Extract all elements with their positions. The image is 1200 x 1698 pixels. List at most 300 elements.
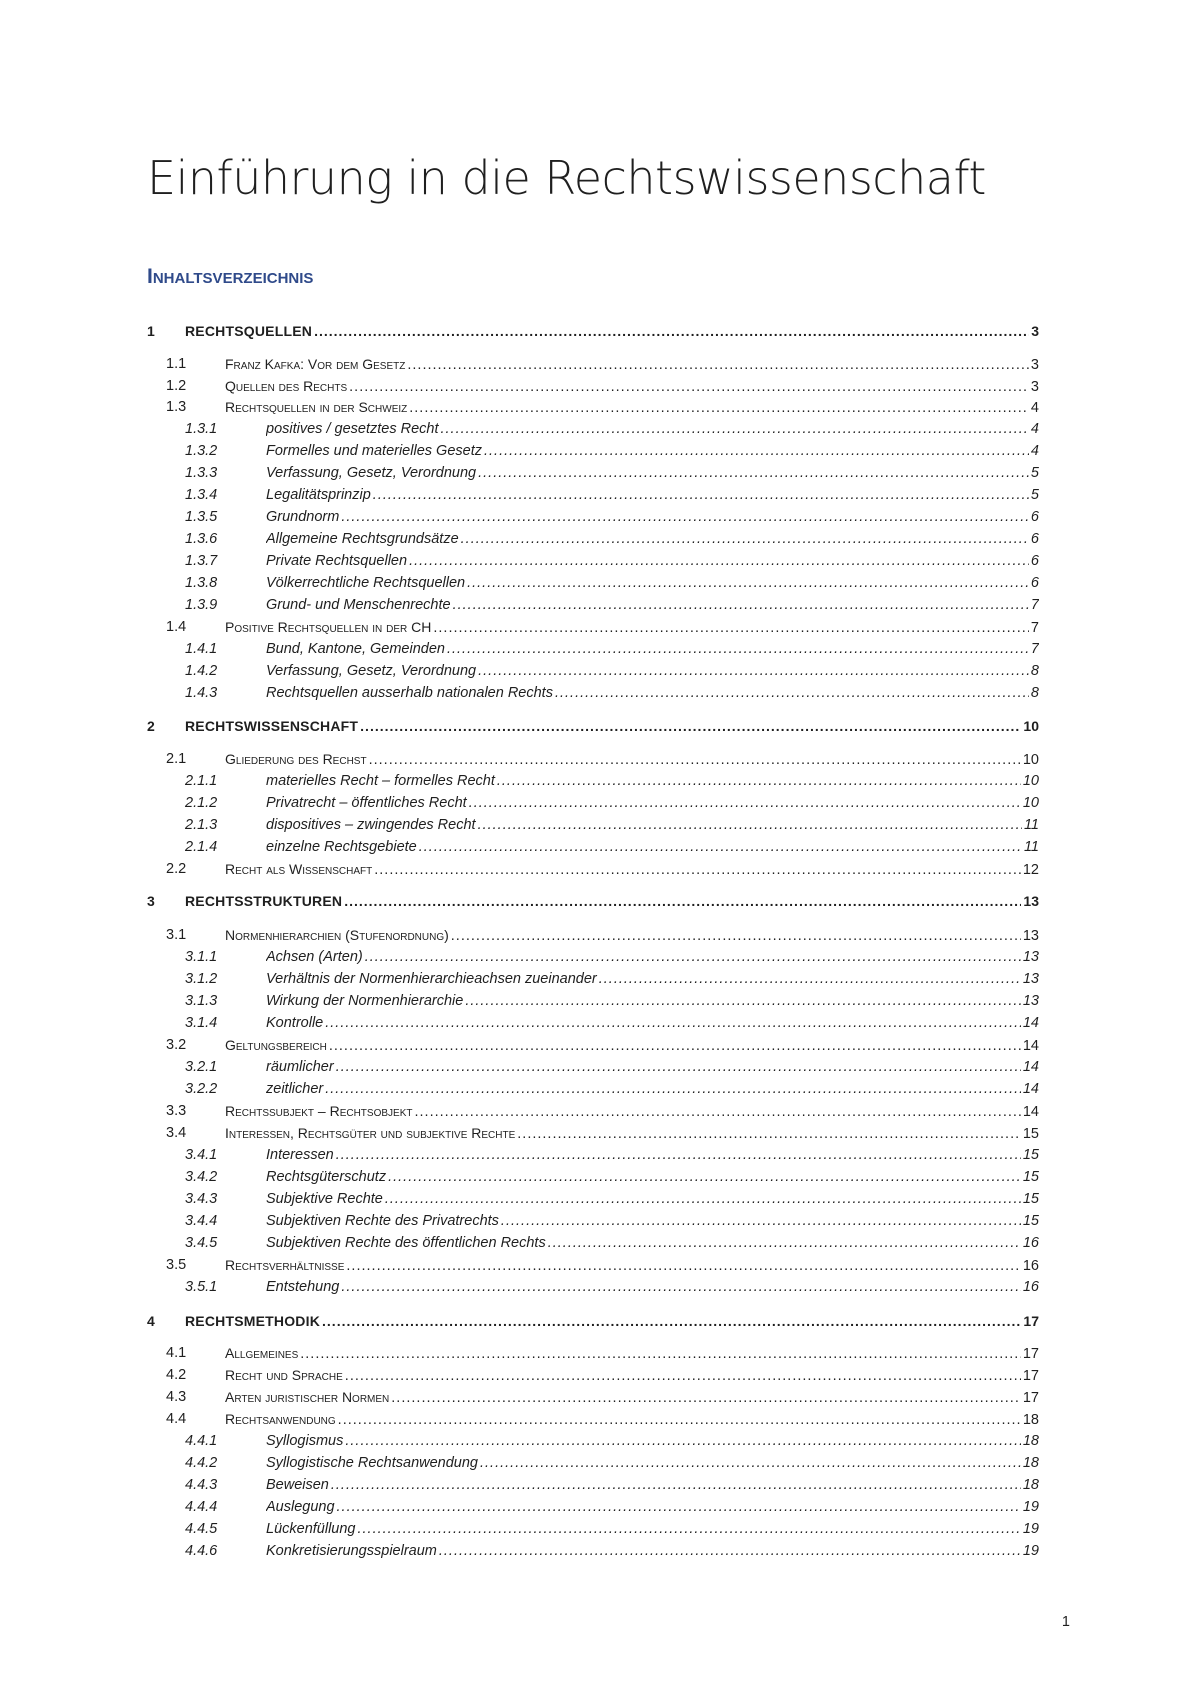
toc-entry-label[interactable]: Auslegung bbox=[266, 1499, 335, 1515]
toc-dot-leader bbox=[497, 770, 1021, 792]
toc-entry-label[interactable]: Interessen bbox=[266, 1147, 334, 1163]
toc-dot-leader bbox=[440, 418, 1028, 440]
toc-dot-leader bbox=[478, 660, 1029, 682]
toc-entry-page: 15 bbox=[1022, 1169, 1039, 1185]
toc-dot-leader bbox=[369, 749, 1021, 771]
toc-entry-page: 11 bbox=[1023, 839, 1039, 855]
toc-entry-label[interactable]: Syllogismus bbox=[266, 1433, 344, 1449]
toc-dot-leader bbox=[314, 320, 1029, 342]
toc-entry[interactable] bbox=[0, 1496, 1200, 1518]
toc-entry-label[interactable]: Rechtsverhältnisse bbox=[225, 1257, 345, 1273]
toc-dot-leader bbox=[341, 506, 1029, 528]
toc-entry-page: 6 bbox=[1030, 531, 1039, 547]
toc-entry-page: 16 bbox=[1022, 1279, 1039, 1295]
toc-entry[interactable] bbox=[0, 1012, 1200, 1034]
toc-entry[interactable] bbox=[0, 946, 1200, 968]
toc-entry-number: 1.3.3 bbox=[185, 465, 218, 481]
toc-entry-page: 4 bbox=[1030, 421, 1039, 437]
toc-entry-label[interactable]: Verfassung, Gesetz, Verordnung bbox=[266, 663, 477, 679]
toc-entry-number: 3.5 bbox=[166, 1257, 187, 1273]
toc-entry[interactable] bbox=[0, 1430, 1200, 1452]
toc-entry-number: 3.2.2 bbox=[185, 1081, 218, 1097]
toc-entry-line bbox=[266, 484, 1039, 506]
toc-entry[interactable] bbox=[0, 550, 1200, 572]
toc-entry[interactable] bbox=[0, 1210, 1200, 1232]
toc-entry-line bbox=[225, 858, 1039, 881]
toc-entry-page: 15 bbox=[1022, 1126, 1039, 1142]
toc-entry[interactable] bbox=[0, 1408, 1200, 1430]
toc-entry-line bbox=[225, 1034, 1039, 1057]
toc-entry-page: 10 bbox=[1023, 718, 1039, 734]
toc-entry-page: 8 bbox=[1030, 663, 1039, 679]
toc-entry-number: 4.4.6 bbox=[185, 1543, 218, 1559]
toc-entry-line bbox=[266, 682, 1039, 704]
toc-entry-line bbox=[266, 1210, 1039, 1232]
toc-entry[interactable] bbox=[0, 814, 1200, 836]
toc-entry-label[interactable]: Verfassung, Gesetz, Verordnung bbox=[266, 465, 477, 481]
toc-entry[interactable] bbox=[0, 1232, 1200, 1254]
toc-entry-number: 3.4.2 bbox=[185, 1169, 218, 1185]
toc-entry-line bbox=[266, 1188, 1039, 1210]
toc-entry-number: 1.3.8 bbox=[185, 575, 218, 591]
toc-entry-line bbox=[225, 1408, 1039, 1431]
toc-dot-leader bbox=[336, 1144, 1021, 1166]
toc-entry-number: 4.2 bbox=[166, 1367, 187, 1383]
toc-entry-line bbox=[266, 462, 1039, 484]
toc-entry-page: 6 bbox=[1030, 575, 1039, 591]
toc-entry-label[interactable]: Grundnorm bbox=[266, 509, 340, 525]
toc-entry-label[interactable]: Positive Rechtsquellen in der CH bbox=[225, 619, 432, 635]
toc-entry-number: 4.4.2 bbox=[185, 1455, 218, 1471]
toc-dot-leader bbox=[465, 990, 1021, 1012]
toc-entry-label[interactable]: Völkerrechtliche Rechtsquellen bbox=[266, 575, 466, 591]
toc-dot-leader bbox=[345, 1430, 1021, 1452]
toc-dot-leader bbox=[346, 1255, 1020, 1277]
toc-entry-label[interactable]: Rechtsgüterschutz bbox=[266, 1169, 387, 1185]
toc-dot-leader bbox=[349, 376, 1029, 398]
toc-entry-page: 5 bbox=[1030, 465, 1039, 481]
toc-entry-page: 6 bbox=[1030, 509, 1039, 525]
toc-dot-leader bbox=[501, 1210, 1021, 1232]
toc-entry-number: 1.3.9 bbox=[185, 597, 218, 613]
toc-dot-leader bbox=[365, 946, 1021, 968]
toc-entry-number: 1.3.2 bbox=[185, 443, 218, 459]
toc-entry-line bbox=[266, 1012, 1039, 1034]
toc-entry-line bbox=[266, 946, 1039, 968]
toc-dot-leader bbox=[461, 528, 1029, 550]
toc-dot-leader bbox=[478, 462, 1029, 484]
toc-entry-number: 1.4.3 bbox=[185, 685, 218, 701]
toc-entry-number: 2.1.4 bbox=[185, 839, 218, 855]
toc-entry-number: 1.3.5 bbox=[185, 509, 218, 525]
toc-entry-label[interactable]: Rechtsanwendung bbox=[225, 1411, 336, 1427]
toc-entry-line bbox=[266, 418, 1039, 440]
toc-dot-leader bbox=[385, 1188, 1021, 1210]
toc-entry-label[interactable]: Geltungsbereich bbox=[225, 1037, 327, 1053]
toc-dot-leader bbox=[325, 1078, 1021, 1100]
toc-entry-label[interactable]: Lückenfüllung bbox=[266, 1521, 356, 1537]
toc-entry[interactable] bbox=[0, 890, 1200, 912]
toc-entry-number: 3.2 bbox=[166, 1037, 187, 1053]
toc-entry-page: 4 bbox=[1030, 400, 1039, 416]
toc-dot-leader bbox=[338, 1409, 1021, 1431]
toc-entry-label[interactable]: Subjektiven Rechte des Privatrechts bbox=[266, 1213, 499, 1229]
toc-dot-leader bbox=[447, 638, 1029, 660]
toc-dot-leader bbox=[345, 1365, 1021, 1387]
toc-entry-label[interactable]: Subjektive Rechte bbox=[266, 1191, 383, 1207]
toc-entry-line bbox=[225, 1364, 1039, 1387]
toc-entry-line bbox=[185, 1310, 1039, 1332]
toc-entry[interactable] bbox=[0, 748, 1200, 770]
toc-entry[interactable] bbox=[0, 1122, 1200, 1144]
toc-entry-page: 17 bbox=[1022, 1390, 1039, 1406]
toc-dot-leader bbox=[374, 859, 1021, 881]
toc-entry-number: 2.1 bbox=[166, 751, 187, 767]
toc-entry-line bbox=[266, 528, 1039, 550]
toc-entry-number: 3.3 bbox=[166, 1103, 187, 1119]
toc-entry-page: 17 bbox=[1023, 1313, 1039, 1329]
toc-entry-page: 17 bbox=[1022, 1346, 1039, 1362]
toc-entry-number: 3.1.3 bbox=[185, 993, 218, 1009]
toc-entry-label[interactable]: Grund- und Menschenrechte bbox=[266, 597, 451, 613]
toc-dot-leader bbox=[453, 594, 1029, 616]
toc-entry[interactable] bbox=[0, 572, 1200, 594]
toc-dot-leader bbox=[433, 617, 1029, 639]
toc-dot-leader bbox=[517, 1123, 1021, 1145]
toc-entry-label[interactable]: Legalitätsprinzip bbox=[266, 487, 371, 503]
toc-entry-line bbox=[266, 1452, 1039, 1474]
toc-entry-page: 14 bbox=[1022, 1015, 1039, 1031]
toc-entry[interactable] bbox=[0, 1144, 1200, 1166]
toc-entry[interactable] bbox=[0, 1034, 1200, 1056]
toc-entry-line bbox=[225, 1386, 1039, 1409]
toc-entry-label[interactable]: Subjektiven Rechte des öffentlichen Rechts bbox=[266, 1235, 546, 1251]
toc-entry-label[interactable]: Allgemeines bbox=[225, 1345, 299, 1361]
toc-entry-line bbox=[266, 836, 1039, 858]
toc-entry-number: 3.1 bbox=[166, 927, 187, 943]
toc-entry-page: 15 bbox=[1022, 1213, 1039, 1229]
toc-entry-line bbox=[185, 890, 1039, 912]
toc-entry-page: 3 bbox=[1030, 357, 1039, 373]
toc-entry[interactable] bbox=[0, 1188, 1200, 1210]
toc-entry[interactable] bbox=[0, 1078, 1200, 1100]
toc-entry-label[interactable]: Wirkung der Normenhierarchie bbox=[266, 993, 464, 1009]
toc-entry-page: 14 bbox=[1022, 1104, 1039, 1120]
toc-entry-line bbox=[266, 1276, 1039, 1298]
toc-entry-page: 12 bbox=[1022, 862, 1039, 878]
toc-entry-number: 3.1.4 bbox=[185, 1015, 218, 1031]
toc-entry-label[interactable]: RECHTSWISSENSCHAFT bbox=[185, 718, 359, 734]
page-number: 1 bbox=[1061, 1614, 1070, 1630]
toc-entry-line bbox=[266, 550, 1039, 572]
toc-entry-page: 14 bbox=[1022, 1038, 1039, 1054]
toc-entry-line bbox=[266, 572, 1039, 594]
toc-dot-leader bbox=[391, 1387, 1021, 1409]
toc-entry-line bbox=[266, 1474, 1039, 1496]
toc-entry-number: 4.4.5 bbox=[185, 1521, 218, 1537]
toc-entry[interactable] bbox=[0, 1540, 1200, 1562]
toc-entry-page: 19 bbox=[1022, 1521, 1039, 1537]
toc-entry[interactable] bbox=[0, 528, 1200, 550]
toc-dot-leader bbox=[414, 1101, 1020, 1123]
toc-entry-page: 18 bbox=[1022, 1455, 1039, 1471]
toc-entry[interactable] bbox=[0, 320, 1200, 342]
toc-entry-line bbox=[225, 616, 1039, 639]
toc-dot-leader bbox=[322, 1310, 1021, 1332]
toc-entry-page: 13 bbox=[1022, 949, 1039, 965]
toc-entry[interactable] bbox=[0, 1276, 1200, 1298]
toc-dot-leader bbox=[480, 1452, 1021, 1474]
toc-entry[interactable] bbox=[0, 836, 1200, 858]
toc-entry-label[interactable]: einzelne Rechtsgebiete bbox=[266, 839, 417, 855]
toc-entry-number: 2.1.2 bbox=[185, 795, 218, 811]
toc-entry[interactable] bbox=[0, 1342, 1200, 1364]
toc-entry-label[interactable]: Verhältnis der Normenhierarchieachsen zueinander bbox=[266, 971, 597, 987]
toc-entry-line bbox=[225, 1342, 1039, 1365]
toc-entry-label[interactable]: Rechtsquellen ausserhalb nationalen Rechts bbox=[266, 685, 553, 701]
toc-entry-page: 4 bbox=[1030, 443, 1039, 459]
toc-dot-leader bbox=[599, 968, 1021, 990]
toc-entry-line bbox=[266, 1518, 1039, 1540]
toc-entry-number: 1 bbox=[147, 323, 155, 339]
toc-entry-number: 3.4.5 bbox=[185, 1235, 218, 1251]
toc-entry-line bbox=[225, 375, 1039, 398]
toc-entry-page: 6 bbox=[1030, 553, 1039, 569]
toc-entry-line bbox=[266, 506, 1039, 528]
toc-dot-leader bbox=[548, 1232, 1021, 1254]
toc-entry-line bbox=[266, 440, 1039, 462]
toc-entry-label[interactable]: Private Rechtsquellen bbox=[266, 553, 408, 569]
toc-entry-number: 2 bbox=[147, 718, 155, 734]
toc-entry-label[interactable]: Arten juristischer Normen bbox=[225, 1389, 390, 1405]
toc-entry-number: 2.2 bbox=[166, 861, 187, 877]
toc-entry-label[interactable]: Privatrecht – öffentliches Recht bbox=[266, 795, 467, 811]
toc-dot-leader bbox=[360, 715, 1021, 737]
toc-entry-number: 2.1.1 bbox=[185, 773, 218, 789]
toc-entry[interactable] bbox=[0, 682, 1200, 704]
toc-entry[interactable] bbox=[0, 1518, 1200, 1540]
toc-entry-number: 1.3.7 bbox=[185, 553, 218, 569]
toc-dot-leader bbox=[329, 1035, 1021, 1057]
toc-dot-leader bbox=[337, 1496, 1021, 1518]
toc-entry-label[interactable]: Recht als Wissenschaft bbox=[225, 861, 373, 877]
toc-entry-page: 8 bbox=[1030, 685, 1039, 701]
toc-entry-page: 18 bbox=[1022, 1433, 1039, 1449]
toc-entry[interactable] bbox=[0, 1474, 1200, 1496]
toc-dot-leader bbox=[344, 890, 1021, 912]
toc-entry-label[interactable]: RECHTSQUELLEN bbox=[185, 323, 313, 339]
toc-entry-label[interactable]: Kontrolle bbox=[266, 1015, 324, 1031]
toc-entry-line bbox=[225, 396, 1039, 419]
toc-entry-line bbox=[266, 594, 1039, 616]
toc-entry-line bbox=[266, 1540, 1039, 1562]
toc-entry-page: 3 bbox=[1030, 379, 1039, 395]
toc-entry-number: 4.4.1 bbox=[185, 1433, 218, 1449]
toc-entry[interactable] bbox=[0, 1310, 1200, 1332]
toc-entry-page: 5 bbox=[1030, 487, 1039, 503]
toc-entry[interactable] bbox=[0, 484, 1200, 506]
toc-dot-leader bbox=[469, 792, 1021, 814]
toc-entry[interactable] bbox=[0, 1364, 1200, 1386]
toc-entry-label[interactable]: Syllogistische Rechtsanwendung bbox=[266, 1455, 478, 1471]
toc-entry[interactable] bbox=[0, 968, 1200, 990]
toc-entry-line bbox=[266, 1166, 1039, 1188]
toc-entry-number: 3.4.4 bbox=[185, 1213, 218, 1229]
toc-entry-line bbox=[225, 1122, 1039, 1145]
toc-entry[interactable] bbox=[0, 396, 1200, 418]
toc-entry-page: 7 bbox=[1030, 620, 1039, 636]
toc-entry-label[interactable]: Gliederung des Rechst bbox=[225, 751, 367, 767]
toc-entry-page: 10 bbox=[1022, 752, 1039, 768]
toc-entry-line bbox=[225, 924, 1039, 947]
toc-entry-label[interactable]: Entstehung bbox=[266, 1279, 340, 1295]
toc-entry[interactable] bbox=[0, 1254, 1200, 1276]
toc-entry-line bbox=[266, 990, 1039, 1012]
toc-entry-page: 17 bbox=[1022, 1368, 1039, 1384]
toc-entry[interactable] bbox=[0, 858, 1200, 880]
toc-entry-page: 15 bbox=[1022, 1147, 1039, 1163]
toc-dot-leader bbox=[467, 572, 1029, 594]
toc-entry[interactable] bbox=[0, 462, 1200, 484]
toc-entry-number: 1.4.2 bbox=[185, 663, 218, 679]
toc-entry-page: 3 bbox=[1031, 323, 1039, 339]
toc-entry-label[interactable]: Rechtssubjekt – Rechtsobjekt bbox=[225, 1103, 413, 1119]
toc-entry[interactable] bbox=[0, 594, 1200, 616]
toc-entry-page: 19 bbox=[1022, 1499, 1039, 1515]
toc-entry-page: 19 bbox=[1022, 1543, 1039, 1559]
toc-entry-page: 13 bbox=[1022, 993, 1039, 1009]
toc-entry-page: 13 bbox=[1022, 971, 1039, 987]
toc-heading: Inhaltsverzeichnis bbox=[147, 265, 314, 288]
toc-dot-leader bbox=[300, 1343, 1021, 1365]
toc-entry[interactable] bbox=[0, 440, 1200, 462]
toc-entry-page: 7 bbox=[1030, 641, 1039, 657]
toc-entry-page: 18 bbox=[1022, 1477, 1039, 1493]
toc-dot-leader bbox=[478, 814, 1022, 836]
toc-entry[interactable] bbox=[0, 715, 1200, 737]
toc-entry-number: 3.2.1 bbox=[185, 1059, 218, 1075]
toc-entry-page: 10 bbox=[1022, 773, 1039, 789]
toc-entry[interactable] bbox=[0, 770, 1200, 792]
toc-entry-label[interactable]: Recht und Sprache bbox=[225, 1367, 343, 1383]
toc-entry-label[interactable]: Rechtsquellen in der Schweiz bbox=[225, 399, 408, 415]
toc-entry[interactable] bbox=[0, 506, 1200, 528]
toc-entry-number: 3.4.1 bbox=[185, 1147, 218, 1163]
toc-entry-line bbox=[225, 1100, 1039, 1123]
toc-entry[interactable] bbox=[0, 638, 1200, 660]
toc-dot-leader bbox=[331, 1474, 1021, 1496]
toc-entry-label[interactable]: RECHTSMETHODIK bbox=[185, 1313, 321, 1329]
toc-dot-leader bbox=[358, 1518, 1021, 1540]
toc-entry-number: 1.3 bbox=[166, 399, 187, 415]
toc-entry-number: 3.5.1 bbox=[185, 1279, 218, 1295]
toc-dot-leader bbox=[555, 682, 1029, 704]
toc-entry-page: 11 bbox=[1023, 817, 1039, 833]
toc-entry[interactable] bbox=[0, 1386, 1200, 1408]
toc-entry-label[interactable]: Formelles und materielles Gesetz bbox=[266, 443, 482, 459]
toc-entry[interactable] bbox=[0, 1452, 1200, 1474]
toc-entry-label[interactable]: dispositives – zwingendes Recht bbox=[266, 817, 476, 833]
toc-dot-leader bbox=[336, 1056, 1021, 1078]
toc-entry-page: 14 bbox=[1022, 1059, 1039, 1075]
toc-entry[interactable] bbox=[0, 990, 1200, 1012]
toc-entry-line bbox=[266, 1496, 1039, 1518]
toc-entry-label[interactable]: Allgemeine Rechtsgrundsätze bbox=[266, 531, 459, 547]
toc-entry-line bbox=[266, 1056, 1039, 1078]
toc-dot-leader bbox=[325, 1012, 1021, 1034]
toc-dot-leader bbox=[484, 440, 1029, 462]
toc-entry[interactable] bbox=[0, 616, 1200, 638]
document-title: Einführung in die Rechtswissenschaft bbox=[147, 151, 986, 205]
toc-entry-number: 4.4.4 bbox=[185, 1499, 218, 1515]
toc-entry-line bbox=[185, 715, 1039, 737]
toc-dot-leader bbox=[407, 354, 1029, 376]
toc-entry-number: 4 bbox=[147, 1313, 155, 1329]
toc-entry[interactable] bbox=[0, 1056, 1200, 1078]
toc-entry-number: 1.2 bbox=[166, 378, 187, 394]
toc-entry-label[interactable]: räumlicher bbox=[266, 1059, 334, 1075]
toc-entry-label[interactable]: Achsen (Arten) bbox=[266, 949, 363, 965]
toc-entry-label[interactable]: positives / gesetztes Recht bbox=[266, 421, 439, 437]
toc-entry-number: 3 bbox=[147, 893, 155, 909]
toc-entry-page: 13 bbox=[1023, 893, 1039, 909]
toc-entry[interactable] bbox=[0, 924, 1200, 946]
toc-entry-line bbox=[266, 1078, 1039, 1100]
toc-entry-label[interactable]: Konkretisierungsspielraum bbox=[266, 1543, 437, 1559]
toc-entry-line bbox=[266, 792, 1039, 814]
toc-entry-line bbox=[266, 814, 1039, 836]
toc-entry-label[interactable]: Franz Kafka: Vor dem Gesetz bbox=[225, 356, 406, 372]
toc-entry-number: 4.4 bbox=[166, 1411, 187, 1427]
toc-dot-leader bbox=[409, 550, 1029, 572]
toc-entry-number: 2.1.3 bbox=[185, 817, 218, 833]
toc-dot-leader bbox=[388, 1166, 1021, 1188]
toc-entry-number: 4.1 bbox=[166, 1345, 187, 1361]
toc-entry-label[interactable]: materielles Recht – formelles Recht bbox=[266, 773, 495, 789]
toc-entry[interactable] bbox=[0, 418, 1200, 440]
toc-entry-page: 18 bbox=[1022, 1412, 1039, 1428]
toc-entry-line bbox=[266, 1232, 1039, 1254]
toc-entry-label[interactable]: Quellen des Rechts bbox=[225, 378, 348, 394]
toc-entry-line bbox=[266, 660, 1039, 682]
toc-dot-leader bbox=[409, 397, 1029, 419]
toc-entry[interactable] bbox=[0, 660, 1200, 682]
toc-entry[interactable] bbox=[0, 353, 1200, 375]
toc-entry-label[interactable]: Beweisen bbox=[266, 1477, 329, 1493]
toc-entry-number: 4.4.3 bbox=[185, 1477, 218, 1493]
toc-entry-label[interactable]: Interessen, Rechtsgüter und subjektive Rechte bbox=[225, 1125, 516, 1141]
toc-entry-label[interactable]: Normenhierarchien (Stufenordnung) bbox=[225, 927, 449, 943]
toc-entry[interactable] bbox=[0, 375, 1200, 397]
toc-entry-page: 16 bbox=[1022, 1258, 1039, 1274]
toc-entry-number: 1.3.6 bbox=[185, 531, 218, 547]
toc-dot-leader bbox=[373, 484, 1029, 506]
toc-entry[interactable] bbox=[0, 1100, 1200, 1122]
toc-entry-label[interactable]: Bund, Kantone, Gemeinden bbox=[266, 641, 445, 657]
toc-entry-number: 1.3.1 bbox=[185, 421, 218, 437]
toc-entry-line bbox=[225, 748, 1039, 771]
toc-entry-line bbox=[225, 353, 1039, 376]
toc-entry-label[interactable]: zeitlicher bbox=[266, 1081, 324, 1097]
toc-entry[interactable] bbox=[0, 792, 1200, 814]
toc-entry-label[interactable]: RECHTSSTRUKTUREN bbox=[185, 893, 343, 909]
toc-entry-page: 13 bbox=[1022, 928, 1039, 944]
toc-entry[interactable] bbox=[0, 1166, 1200, 1188]
toc-entry-line bbox=[266, 968, 1039, 990]
toc-entry-line bbox=[185, 320, 1039, 342]
toc-entry-page: 15 bbox=[1022, 1191, 1039, 1207]
toc-entry-number: 1.3.4 bbox=[185, 487, 218, 503]
